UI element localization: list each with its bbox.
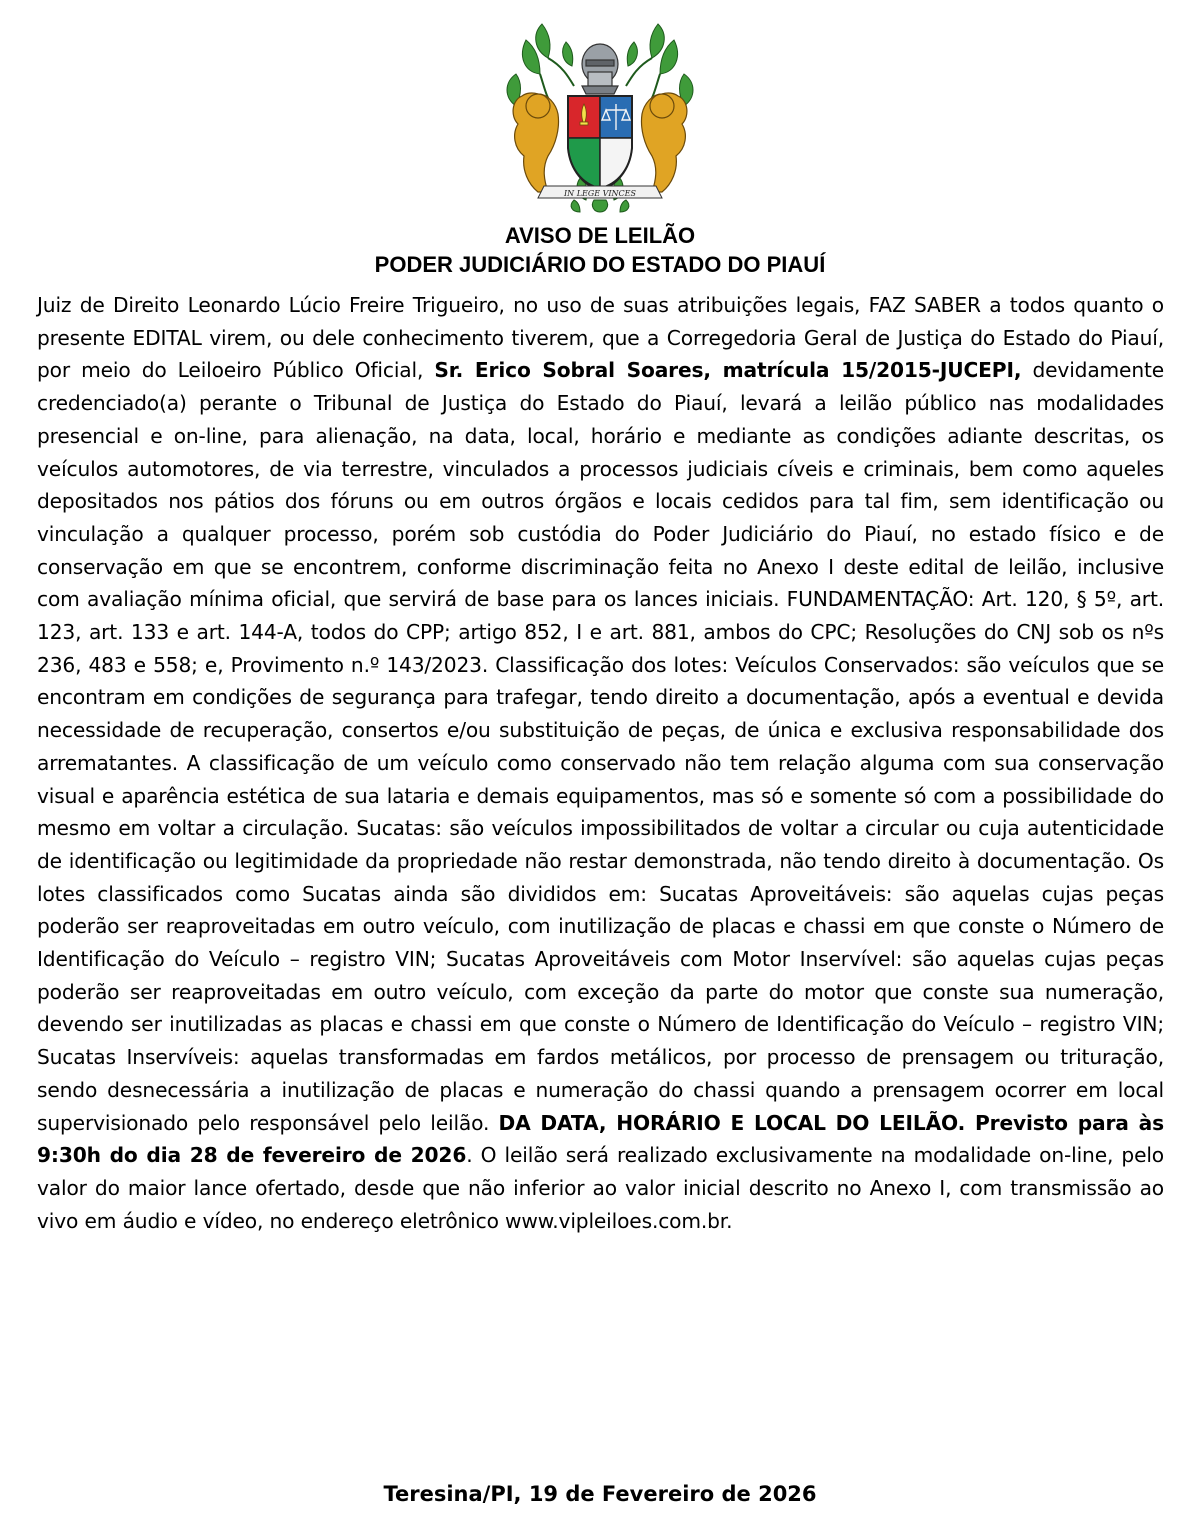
auction-schedule: Previsto para às 9:30h do dia 28 de fevereiro de 2026 (37, 1110, 1164, 1168)
document-subtitle: PODER JUDICIÁRIO DO ESTADO DO PIAUÍ (374, 252, 826, 277)
date-section-heading: DA DATA, HORÁRIO E LOCAL DO LEILÃO (498, 1110, 958, 1135)
header (0, 221, 1200, 279)
coat-of-arms-emblem (482, 16, 718, 214)
edital-body (37, 289, 1164, 1237)
date-section-separator: . (957, 1110, 976, 1135)
place-date-line: Teresina/PI, 19 de Fevereiro de 2026 (383, 1482, 817, 1506)
body-closing: . O leilão será realizado exclusivamente na modalidade on-line, pelo valor do maior lance ofertado, desde que não inferior ao valor inicial descrito no Anexo I, com transmissão ao vivo em áudio e vídeo, no endereço eletrônico www.vipleiloes.com.br. (37, 1143, 1164, 1233)
body-intro: Juiz de Direito Leonardo Lúcio Freire Trigueiro, no uso de suas atribuições legais, FAZ SABER a todos quanto o presente EDITAL virem, ou dele conhecimento tiverem, que a Corregedoria Geral de Justiça do Estado do Piauí, por meio do Leiloeiro Público Oficial, (37, 293, 1164, 383)
auctioneer-name: Sr. Erico Sobral Soares, matrícula 15/2015-JUCEPI, (434, 358, 1022, 383)
document-title: AVISO DE LEILÃO (504, 223, 696, 248)
svg-text:IN LEGE VINCES: IN LEGE VINCES (563, 189, 637, 198)
body-main: devidamente credenciado(a) perante o Tribunal de Justiça do Estado do Piauí, levará a leilão público nas modalidades presencial e on-line, para alienação, na data, local, horário e mediante as condições adiante descritas, os veículos automotores, de via terrestre, vinculados a processos judiciais cíveis e criminais, bem como aqueles depositados nos pátios dos fóruns ou em outros órgãos e locais cedidos para tal fim, sem identificação ou vinculação a qualquer processo, porém sob custódia do Poder Judiciário do Piauí, no estado físico e de conservação em que se encontrem, conforme discriminação feita no Anexo I deste edital de leilão, inclusive com avaliação mínima oficial, que servirá de base para os lances iniciais. FUNDAMENTAÇÃO: Art. 120, § 5º, art. 123, art. 133 e art. 144-A, todos do CPP; artigo 852, I e art. 881, ambos do CPC; Resoluções do CNJ sob os nºs 236, 483 e 558; e, Provimento n.º 143/2023. Classificação dos lotes: Veículos Conservados: são veículos que se encontram em condições de segurança para trafegar, tendo direito a documentação, após a eventual e devida necessidade de recuperação, consertos e/ou substituição de peças, de única e exclusiva responsabilidade dos arrematantes. A classificação de um veículo como conservado não tem relação alguma com sua conservação visual e aparência estética de sua lataria e demais equipamentos, mas só e somente só com a possibilidade do mesmo em voltar a circulação. Sucatas: são veículos impossibilitados de voltar a circular ou cuja autenticidade de identificação ou legitimidade da propriedade não restar demonstrada, não tendo direito à documentação. Os lotes classificados como Sucatas ainda são divididos em: Sucatas Aproveitáveis: são aquelas cujas peças poderão ser reaproveitadas em outro veículo, com inutilização de placas e chassi em que conste o Número de Identificação do Veículo – registro VIN; Sucatas Aproveitáveis com Motor Inservível: são aquelas cujas peças poderão ser reaproveitadas em outro veículo, com exceção da parte do motor que conste sua numeração, devendo ser inutilizadas as placas e chassi em que conste o Número de Identificação do Veículo – registro VIN; Sucatas Inservíveis: aquelas transformadas em fardos metálicos, por processo de prensagem ou trituração, sendo desnecessária a inutilização de placas e numeração do chassi quando a prensagem ocorrer em local supervisionado pelo responsável pelo leilão. (37, 358, 1165, 1135)
helmet (582, 44, 618, 94)
